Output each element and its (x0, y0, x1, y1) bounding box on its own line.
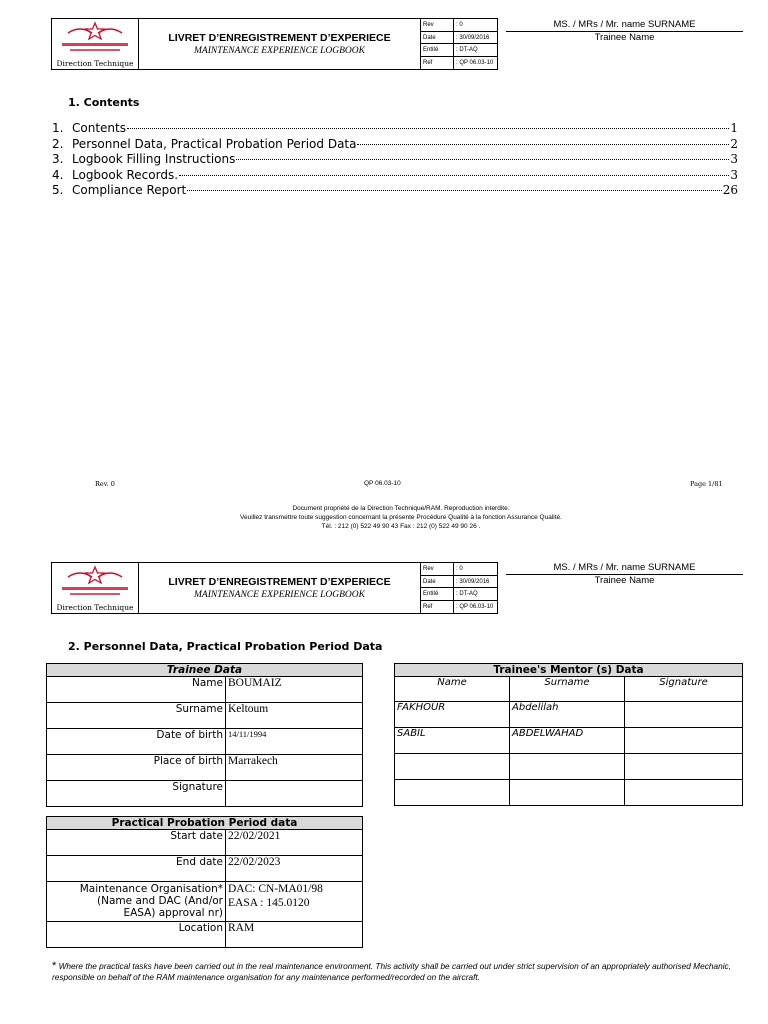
field-label: Surname (47, 703, 226, 729)
column-header-signature: Signature (625, 677, 743, 702)
toc-number: 3. (52, 152, 64, 166)
meta-value: : DT-AQ (454, 588, 498, 601)
section-heading-contents: 1. Contents (68, 96, 140, 109)
toc-leader (127, 128, 729, 129)
trainee-name-header (506, 562, 743, 586)
toc-entry[interactable] (52, 121, 738, 137)
org-value-line: DAC: CN-MA01/98 (228, 883, 323, 895)
meta-key: Date (421, 31, 454, 44)
table-of-contents (52, 121, 738, 199)
meta-key: Entité (421, 588, 454, 601)
toc-entry[interactable] (52, 152, 738, 168)
trainee-surname-field[interactable]: Keltoum (226, 703, 363, 729)
field-label: Location (47, 922, 226, 948)
meta-value: : 0 (454, 19, 498, 31)
mentor-signature-cell[interactable] (625, 754, 743, 780)
meta-value: : DT-AQ (454, 44, 498, 57)
toc-leader (357, 144, 729, 145)
toc-label: Contents (72, 121, 126, 135)
doc-meta-table (421, 563, 497, 613)
meta-key: Rev (421, 563, 454, 575)
trainee-name-caption: Trainee Name (594, 575, 655, 586)
document-header (51, 18, 498, 70)
mentor-surname-cell[interactable] (510, 754, 625, 780)
toc-label: Logbook Records. (72, 167, 179, 182)
toc-page: 2 (730, 136, 738, 151)
org-field-label (47, 882, 226, 922)
ram-star-logo-icon (52, 563, 138, 603)
toc-entry[interactable] (52, 183, 738, 199)
meta-key: Ref (421, 57, 454, 69)
mentor-surname-cell[interactable] (510, 780, 625, 806)
trainee-name-header (506, 19, 743, 43)
trainee-name-field[interactable]: BOUMAIZ (226, 677, 363, 703)
mentor-signature-cell[interactable] (625, 702, 743, 728)
column-header-surname: Surname (510, 677, 625, 702)
toc-number: 4. (52, 167, 64, 182)
mentor-data-table (394, 663, 743, 806)
mentor-name-cell[interactable]: FAKHOUR (395, 702, 510, 728)
toc-leader (179, 175, 729, 176)
trainee-name-line: MS. / MRs / Mr. name SURNAME (553, 19, 696, 30)
trainee-data-table (46, 663, 363, 807)
meta-key: Ref (421, 601, 454, 613)
meta-value: : QP 06.03-10 (456, 60, 494, 67)
mentor-name-cell[interactable] (395, 780, 510, 806)
probation-data-table (46, 816, 363, 948)
mentor-signature-cell[interactable] (625, 780, 743, 806)
org-label: Direction Technique (56, 59, 134, 68)
field-label: Name (47, 677, 226, 703)
org-label: Direction Technique (56, 603, 134, 612)
section-heading-personnel: 2. Personnel Data, Practical Probation Period Data (68, 640, 383, 653)
toc-leader (187, 190, 721, 191)
mentor-name-cell[interactable]: SABIL (395, 728, 510, 754)
doc-title: LIVRET D’ENREGISTREMENT D’EXPERIECE (168, 576, 391, 588)
org-label-line: (Name and DAC (And/or (97, 895, 223, 907)
field-label: Signature (47, 781, 226, 807)
maintenance-org-field[interactable] (226, 882, 363, 922)
ram-logo (52, 563, 139, 613)
trainee-name-caption: Trainee Name (594, 32, 655, 43)
doc-meta-table (421, 19, 497, 69)
toc-page: 1 (730, 121, 738, 135)
meta-key: Entité (421, 44, 454, 57)
footer-line: Tél. : 212 (0) 522 49 90 43 Fax : 212 (0) 522 49 90 26 . (321, 523, 481, 530)
toc-number: 2. (52, 136, 64, 151)
toc-leader (236, 159, 729, 160)
trainee-birthplace-field[interactable]: Marrakech (226, 755, 363, 781)
trainee-data-title: Trainee Data (47, 664, 363, 677)
mentor-surname-cell[interactable]: Abdelilah (510, 702, 625, 728)
doc-title: LIVRET D’ENREGISTREMENT D’EXPERIECE (168, 32, 391, 44)
field-label: Place of birth (47, 755, 226, 781)
meta-value: : 30/09/2016 (454, 31, 498, 44)
trainee-signature-field[interactable] (226, 781, 363, 807)
footnote-asterisk: * (52, 960, 57, 972)
toc-entry[interactable] (52, 137, 738, 153)
toc-label: Compliance Report (72, 183, 187, 197)
footnote-text: Where the practical tasks have been carried out in the real maintenance environment. This activity shall be carried out under strict supervision of an appropriately authorised Mechanic, responsible on behalf of the RAM maintenance organisation for any maintenance performed/recorded on the aircraft. (52, 961, 731, 982)
toc-number: 5. (52, 183, 64, 197)
ram-star-logo-icon (52, 19, 138, 59)
mentor-name-cell[interactable] (395, 754, 510, 780)
footer-page: Page 1/81 (690, 480, 723, 488)
meta-key: Date (421, 575, 454, 588)
mentor-signature-cell[interactable] (625, 728, 743, 754)
org-value-line: EASA : 145.0120 (228, 897, 310, 909)
footer-rev: Rev. 0 (95, 480, 115, 488)
footer-ref: QP 06.03-10 (364, 480, 401, 487)
field-label: Date of birth (47, 729, 226, 755)
field-label: End date (47, 856, 226, 882)
field-label: Start date (47, 830, 226, 856)
column-header-name: Name (395, 677, 510, 702)
footer-line: Document propriété de la Direction Technique/RAM. Reproduction interdite. (292, 505, 510, 512)
mentor-surname-cell[interactable]: ABDELWAHAD (510, 728, 625, 754)
location-field[interactable]: RAM (226, 922, 363, 948)
toc-page: 26 (722, 183, 738, 197)
meta-value: : QP 06.03-10 (456, 604, 494, 611)
mentor-data-title: Trainee's Mentor (s) Data (395, 664, 743, 677)
document-header (51, 562, 498, 614)
org-label-line: Maintenance Organisation* (79, 883, 223, 895)
footnote (52, 961, 752, 983)
toc-label: Personnel Data, Practical Probation Period Data (72, 136, 357, 151)
doc-subtitle: MAINTENANCE EXPERIENCE LOGBOOK (194, 46, 365, 56)
toc-page: 3 (730, 152, 738, 166)
toc-label: Logbook Filling Instructions (72, 152, 236, 166)
trainee-birthdate-field[interactable]: 14/11/1994 (226, 729, 363, 755)
footer-notice (51, 504, 751, 531)
end-date-field[interactable]: 22/02/2023 (226, 856, 363, 882)
doc-subtitle: MAINTENANCE EXPERIENCE LOGBOOK (194, 590, 365, 600)
meta-value: : 0 (454, 563, 498, 575)
footer-line: Veuillez transmettre toute suggestion concernant la présente Procédure Qualité à la fonction Assurance Qualité. (240, 514, 562, 521)
toc-entry[interactable] (52, 168, 738, 184)
start-date-field[interactable]: 22/02/2021 (226, 830, 363, 856)
probation-data-title: Practical Probation Period data (47, 817, 363, 830)
toc-number: 1. (52, 121, 64, 135)
org-label-line: EASA) approval nr) (123, 907, 223, 919)
ram-logo (52, 19, 139, 69)
trainee-name-line: MS. / MRs / Mr. name SURNAME (553, 562, 696, 573)
toc-page: 3 (730, 167, 738, 182)
meta-key: Rev (421, 19, 454, 31)
meta-value: : 30/09/2016 (454, 575, 498, 588)
